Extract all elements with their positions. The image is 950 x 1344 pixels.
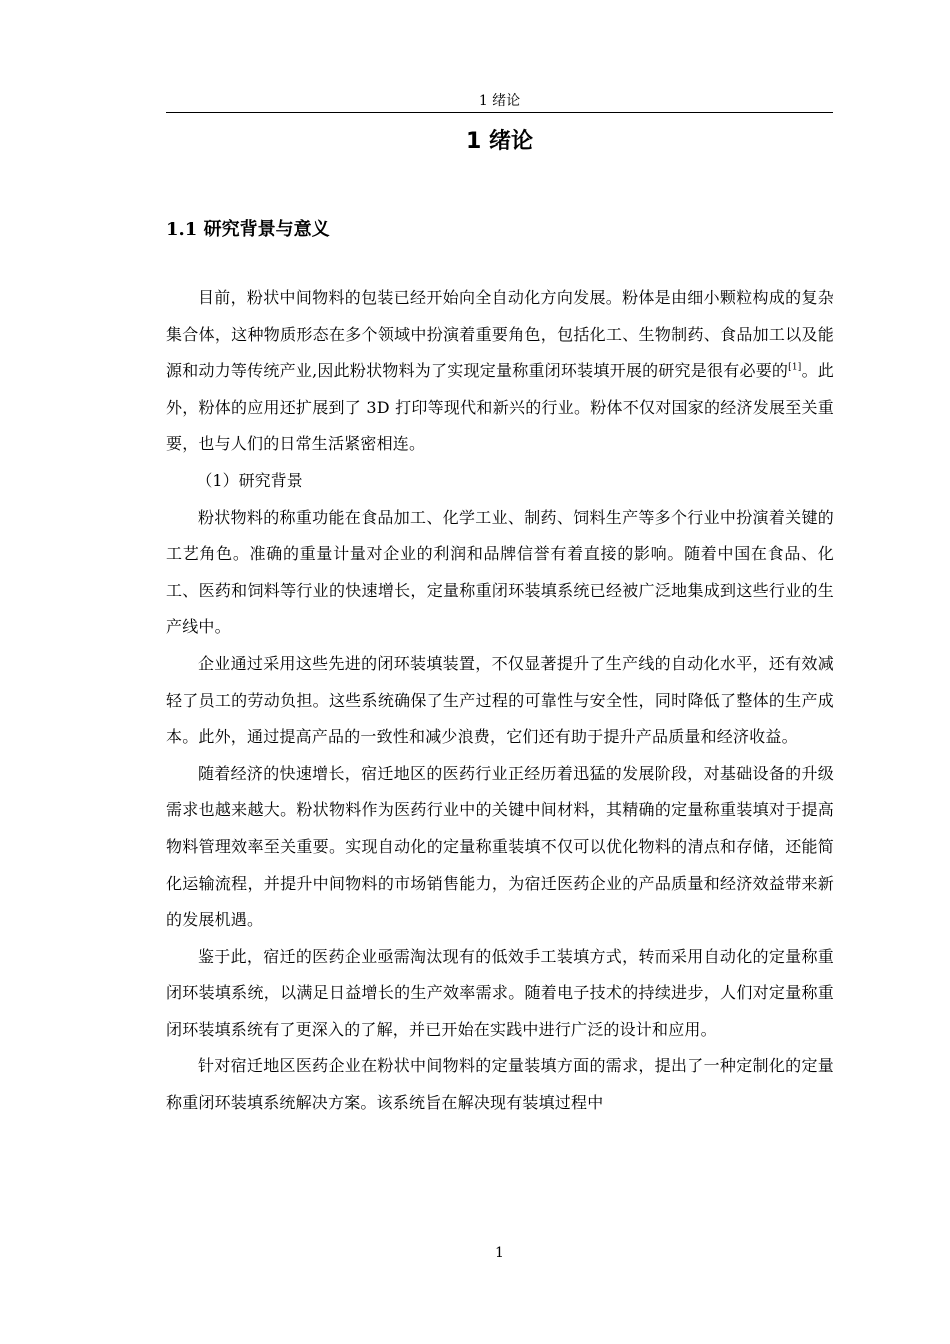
running-header: 1 绪论 — [478, 93, 521, 109]
page-number: 1 — [495, 1245, 504, 1261]
paragraph-2: 粉状物料的称重功能在食品加工、化学工业、制药、饲料生产等多个行业中扮演着关键的工艺角色。准确的重量计量对企业的利润和品牌信誉有着直接的影响。随着中国在食品、化工、医药和饲料等行业的快速增长，定量称重闭环装填系统已经被广泛地集成到这些行业的生产线中。 — [166, 507, 834, 637]
subheading-research-background: （1）研究背景 — [196, 470, 303, 490]
header-rule — [166, 112, 833, 113]
paragraph-5: 鉴于此，宿迁的医药企业亟需淘汰现有的低效手工装填方式，转而采用自动化的定量称重闭环装填系统，以满足日益增长的生产效率需求。随着电子技术的持续进步，人们对定量称重闭环装填系统有了更深入的了解，并已开始在实践中进行广泛的设计和应用。 — [166, 946, 834, 1039]
paragraph-3: 企业通过采用这些先进的闭环装填装置，不仅显著提升了生产线的自动化水平，还有效减轻了员工的劳动负担。这些系统确保了生产过程的可靠性与安全性，同时降低了整体的生产成本。此外，通过提高产品的一致性和减少浪费，它们还有助于提升产品质量和经济收益。 — [166, 653, 834, 747]
paragraph-6: 针对宿迁地区医药企业在粉状中间物料的定量装填方面的需求，提出了一种定制化的定量称重闭环装填系统解决方案。该系统旨在解决现有装填过程中 — [166, 1056, 834, 1113]
paragraph-4: 随着经济的快速增长，宿迁地区的医药行业正经历着迅猛的发展阶段，对基础设备的升级需求也越来越大。粉状物料作为医药行业中的关键中间材料，其精确的定量称重装填对于提高物料管理效率至关重要。实现自动化的定量称重装填不仅可以优化物料的清点和存储，还能简化运输流程，并提升中间物料的市场销售能力，为宿迁医药企业的产品质量和经济效益带来新的发展机遇。 — [166, 763, 834, 930]
body-text — [166, 280, 834, 1122]
paragraph-1 — [166, 280, 834, 463]
citation-1: [1] — [788, 362, 802, 373]
paragraph-1-text-a: 目前，粉状中间物料的包装已经开始向全自动化方向发展。粉体是由细小颗粒构成的复杂集合体，这种物质形态在多个领域中扮演着重要角色，包括化工、生物制药、食品加工以及能源和动力等传统产业,因此粉状物料为了实现定量称重闭环装填开展的研究是很有必要的 — [166, 288, 834, 381]
section-title: 1.1 研究背景与意义 — [166, 219, 330, 240]
chapter-title: 1 绪论 — [466, 129, 533, 154]
paragraph-1-text-b: 。此外，粉体的应用还扩展到了 3D 打印等现代和新兴的行业。粉体不仅对国家的经济发展至关重要，也与人们的日常生活紧密相连。 — [166, 361, 834, 454]
